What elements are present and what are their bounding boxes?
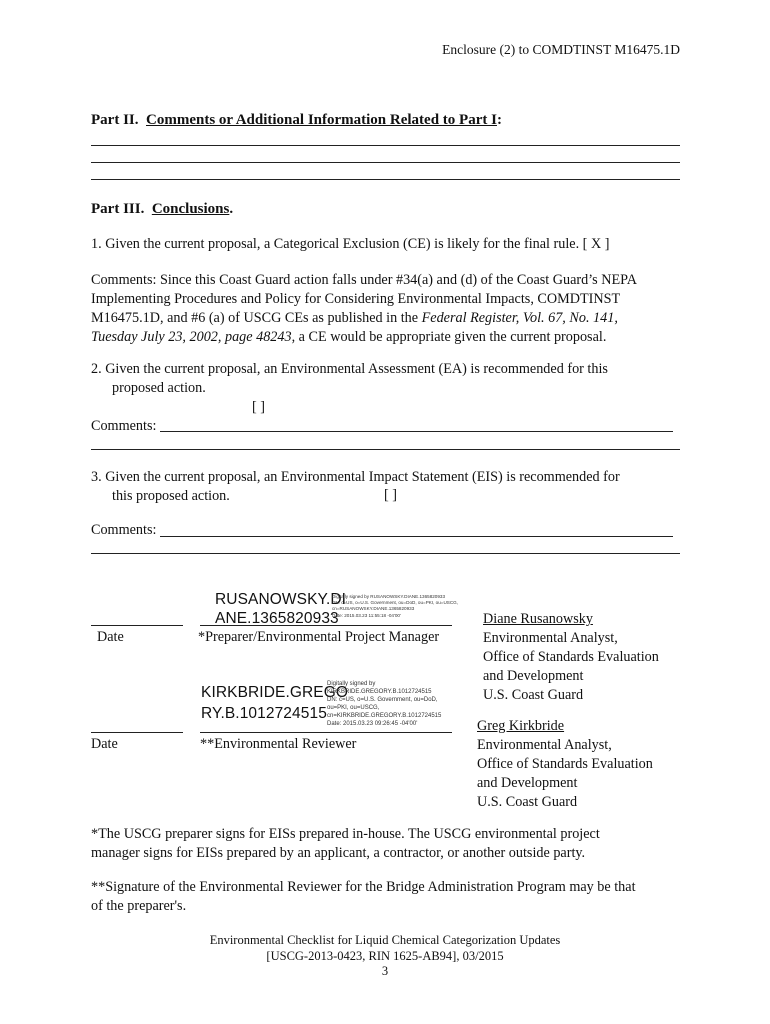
- part2-rule-1: [91, 145, 680, 146]
- item1-comments: [91, 271, 637, 347]
- sig1-date-label: Date: [97, 629, 124, 645]
- footer-title: Environmental Checklist for Liquid Chemical Categorization Updates: [209, 933, 561, 947]
- sig2-person-block: [477, 717, 653, 812]
- sig1-name-line2: ANE.1365820933: [215, 610, 339, 627]
- page-footer: [0, 933, 770, 980]
- item3-comment-rule-2[interactable]: [91, 553, 680, 554]
- item3-checkbox[interactable]: [ ]: [384, 487, 397, 503]
- note-reviewer-line2: of the preparer's.: [91, 898, 187, 914]
- sig2-person-name: Greg Kirkbride: [477, 718, 565, 734]
- sig2-title-line: Environmental Analyst,: [477, 737, 612, 753]
- note-reviewer-line1: **Signature of the Environmental Reviewer for the Bridge Administration Program may be that: [91, 879, 636, 895]
- sig2-title-line: Office of Standards Evaluation: [477, 756, 653, 772]
- sig1-title-line: U.S. Coast Guard: [483, 687, 584, 703]
- item3-line2: this proposed action.: [112, 488, 230, 504]
- part3-period: .: [229, 201, 234, 217]
- sig2-title-line: U.S. Coast Guard: [477, 794, 578, 810]
- note-preparer: [91, 825, 600, 863]
- note-preparer-line2: manager signs for EISs prepared by an applicant, a contractor, or another outside party.: [91, 845, 586, 861]
- item2-comment-rule-1[interactable]: [160, 431, 673, 432]
- part2-heading: [91, 112, 502, 129]
- part2-title: Comments or Additional Information Related to Part I: [146, 112, 497, 128]
- item1-comment-line2: Implementing Procedures and Policy for Considering Environmental Impacts, COMDTINST: [91, 291, 621, 307]
- sig1-date-rule[interactable]: [91, 625, 183, 626]
- sig1-signature-rule[interactable]: [200, 625, 452, 626]
- item2-comment-rule-2[interactable]: [91, 449, 680, 450]
- note-preparer-line1: *The USCG preparer signs for EISs prepared in-house. The USCG environmental project: [91, 826, 600, 842]
- sig2-name-line1: KIRKBRIDE.GREGO: [201, 684, 349, 701]
- item1-comment-line4: [91, 328, 637, 347]
- sig1-name-line1: RUSANOWSKY.DI: [215, 591, 347, 608]
- item1-comment-line1: Comments: Since this Coast Guard action falls under #34(a) and (d) of the Coast Guard’s NEPA: [91, 272, 637, 288]
- sig1-title-line: Environmental Analyst,: [483, 630, 618, 646]
- footer-docket: [USCG-2013-0423, RIN 1625-AB94], 03/2015: [266, 948, 504, 963]
- part2-colon: :: [496, 112, 502, 128]
- part2-rule-2: [91, 162, 680, 163]
- item3-comment-rule-1[interactable]: [160, 536, 673, 537]
- sig1-role: *Preparer/Environmental Project Manager: [198, 629, 440, 645]
- item2-checkbox[interactable]: [ ]: [252, 399, 265, 415]
- item2-line2: proposed action.: [112, 380, 206, 396]
- part3-heading: [91, 201, 233, 218]
- part3-title: Conclusions: [151, 201, 230, 217]
- part2-rule-3: [91, 179, 680, 180]
- item2-statement: [91, 360, 608, 398]
- item1-comment-line3: [91, 309, 637, 328]
- sig2-digital-detail: Digitally signed by KIRKBRIDE.GREGORY.B.1012724515 DN: c=US, o=U.S. Government, ou=DoD, ou=PKI, ou=USCG, cn=KIRKBRIDE.GREGORY.B.1012724515 Date: 2015.03.23 09:26:45 -04'00': [327, 681, 442, 727]
- sig2-date-rule[interactable]: [91, 732, 183, 733]
- sig2-name-line2: RY.B.1012724515: [201, 705, 327, 722]
- part3-label: Part III.: [91, 201, 145, 217]
- sig1-person-name: Diane Rusanowsky: [483, 611, 593, 627]
- item1-comment-line3-text: M16475.1D, and #6 (a) of USCG CEs as published in the: [91, 310, 422, 326]
- item1-comment-citation: Federal Register, Vol. 67, No. 141,: [421, 310, 618, 326]
- part2-label: Part II.: [91, 112, 139, 128]
- sig1-person-block: [483, 610, 659, 705]
- sig2-role: **Environmental Reviewer: [200, 736, 357, 752]
- item3-statement: [91, 468, 620, 506]
- sig2-date-label: Date: [91, 736, 118, 752]
- item1-comment-line4-text: , a CE would be appropriate given the current proposal.: [291, 329, 607, 345]
- item3-comments-label: Comments:: [91, 522, 157, 538]
- item1-statement: 1. Given the current proposal, a Categorical Exclusion (CE) is likely for the final rule. [ X ]: [91, 236, 610, 252]
- note-reviewer: [91, 878, 636, 916]
- item3-line1: 3. Given the current proposal, an Environmental Impact Statement (EIS) is recommended for: [91, 469, 620, 485]
- sig2-signature-rule[interactable]: [200, 732, 452, 733]
- sig2-title-line: and Development: [477, 775, 578, 791]
- enclosure-header: Enclosure (2) to COMDTINST M16475.1D: [442, 42, 680, 57]
- sig1-title-line: and Development: [483, 668, 584, 684]
- item2-comments-label: Comments:: [91, 418, 157, 434]
- item2-line1: 2. Given the current proposal, an Environmental Assessment (EA) is recommended for this: [91, 361, 608, 377]
- sig1-digital-detail: Digitally signed by RUSANOWSKY.DIANE.1365820933 DN: c=US, o=U.S. Government, ou=DoD, ou=PKI, ou=USCG, cn=RUSANOWSKY.DIANE.1365820933 Date: 2015.03.23 11:55:18 -04'00': [332, 594, 459, 618]
- page-number: 3: [381, 964, 389, 978]
- sig1-title-line: Office of Standards Evaluation: [483, 649, 659, 665]
- item1-comment-date: Tuesday July 23, 2002, page 48243: [91, 329, 292, 345]
